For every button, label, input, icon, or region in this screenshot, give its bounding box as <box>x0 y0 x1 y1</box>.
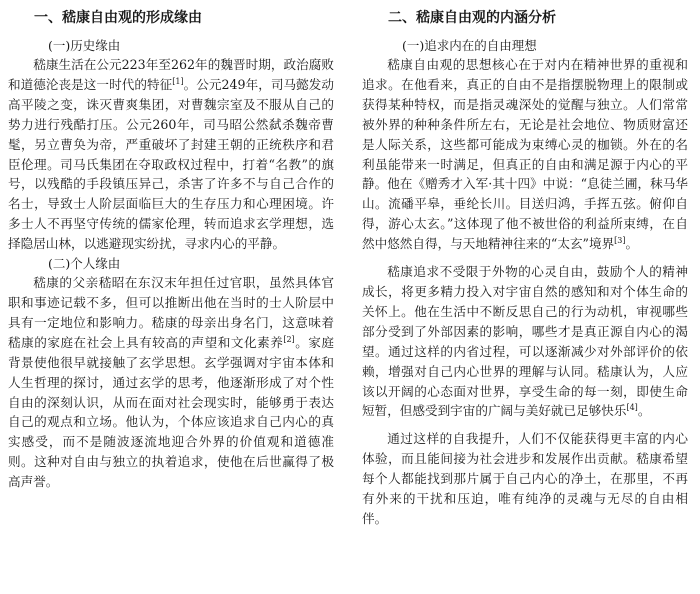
citation-4: [4] <box>626 403 638 413</box>
section-title-formation: 一、嵇康自由观的形成缘由 <box>34 10 202 26</box>
paragraph-personal <box>8 273 334 492</box>
paragraph-historical <box>8 55 334 254</box>
subsection-title-historical: (一)历史缘由 <box>48 38 121 53</box>
paragraph-historical-text-a: 嵇康生活在公元223年至262年的魏晋时期，政治腐败和道德沦丧是这一时代的特征 <box>8 57 334 92</box>
paragraph-inner-freedom-2-text-a: 嵇康追求不受限于外物的心灵自由，鼓励个人的精神成长，将更多精力投入对宇宙自然的感知和对个体生命的关怀上。他在生活中不断反思自己的行为动机，审视哪些部分受到了外部因素的影响，哪些才是真正源自内心的渴望。通过这样的内省过程，可以逐渐减少对外部评价的依赖，增强对自己内心世界的理解与认同。嵇康认为，人应该以开阔的心态面对世界，享受生命的每一刻，即使生命短暂，但感受到宇宙的广阔与美好就已足够快乐 <box>362 264 688 419</box>
section-title-connotation: 二、嵇康自由观的内涵分析 <box>388 10 556 26</box>
paragraph-inner-freedom-2-text-b: 。 <box>637 403 651 419</box>
subsection-title-inner-freedom: (一)追求内在的自由理想 <box>402 38 537 53</box>
paragraph-inner-freedom-3: 通过这样的自我提升，人们不仅能获得更丰富的内心体验，而且能间接为社会进步和发展作出贡献。嵇康希望每个人都能找到那片属于自己内心的净土，在那里，不再有外来的干扰和压迫，唯有纯净的灵魂与无尽的自由相伴。 <box>362 431 688 526</box>
paragraph-personal-text-a: 嵇康的父亲嵇昭在东汉末年担任过官职，虽然具体官职和事迹记载不多，但可以推断出他在当时的士人阶层中具有一定地位和影响力。嵇康的母亲出身名门，这意味着嵇康的家庭在社会上具有较高的声望和文化素养 <box>8 275 334 350</box>
paragraph-inner-freedom-1-text-a: 嵇康自由观的思想核心在于对内在精神世界的重视和追求。在他看来，真正的自由不是指摆脱物理上的限制或获得某种特权，而是指灵魂深处的觉醒与独立。人们常常被外界的种种条件所左右，无论是社会地位、物质财富还是人际关系，这些都可能成为束缚心灵的枷锁。外在的名利虽能带来一时满足，但真正的自由和满足源于内心的平静。他在《赠秀才入军·其十四》中说：“息徒兰圃，秣马华山。流磻平皋，垂纶长川。目送归鸿，手挥五弦。俯仰自得，游心太玄。”这体现了他不被世俗的利益所束缚，在自然中悠然自得，与天地精神往来的“太玄”境界 <box>362 57 688 252</box>
citation-1: [1] <box>172 76 184 86</box>
paragraph-gap <box>362 421 688 429</box>
paragraph-gap <box>362 254 688 262</box>
paragraph-historical-text-b: 。公元249年，司马懿发动高平陵之变，诛灭曹爽集团，对曹魏宗室及不服从自己的势力进行残酷打压。公元260年，司马昭公然弑杀魏帝曹髦，另立曹奂为帝，严重破坏了封建王朝的正统秩序和君臣伦理。司马氏集团在夺取政权过程中，打着“名教”的旗号，以残酷的手段镇压异己，杀害了许多不与自己合作的名士，导致士人阶层面临巨大的生存压力和心理困境。许多士人不再坚守传统的儒家伦理，转而追求玄学理想，选择隐居山林，以逃避现实纷扰，寻求内心的平静。 <box>8 76 335 252</box>
paragraph-inner-freedom-1-text-b: 。 <box>625 236 639 252</box>
right-column <box>362 0 688 529</box>
paragraph-personal-text-b: 。家庭背景使他很早就接触了玄学思想。玄学强调对宇宙本体和人生哲理的探讨，通过玄学的思考，他逐渐形成了对个性自由的深刻认识，从而在面对社会现实时，能够勇于表达自己的观点和立场。他认为，个体应该追求自己内心的真实感受，而不是随波逐流地迎合外界的价值观和道德准则。这种对自由与独立的执着追求，使他在后世赢得了极高声誉。 <box>8 334 335 490</box>
citation-3: [3] <box>614 235 626 245</box>
citation-2: [2] <box>283 334 295 344</box>
paragraph-inner-freedom-2 <box>362 262 688 421</box>
subsection-title-personal: (二)个人缘由 <box>48 256 121 272</box>
left-column <box>8 0 334 492</box>
paragraph-inner-freedom-1 <box>362 55 688 254</box>
